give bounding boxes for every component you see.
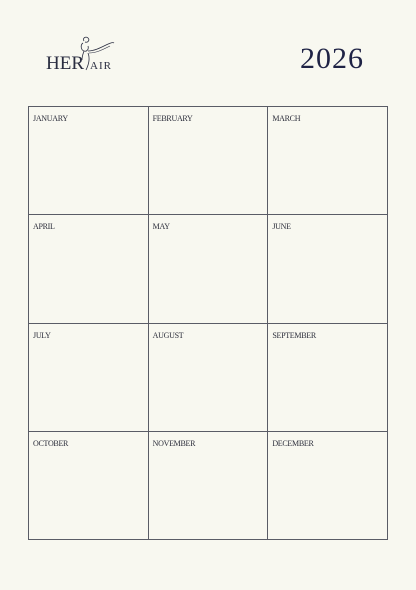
month-label: JANUARY [33,114,68,123]
month-cell-december [268,432,388,540]
month-label: OCTOBER [33,438,69,448]
month-cell-february [149,107,269,215]
month-label: MARCH [272,114,301,123]
logo-text-air: AIR [90,60,112,72]
month-label: FEBRUARY [152,114,193,123]
month-cell-july [29,324,149,432]
month-cell-march [268,107,388,215]
brand-logo [44,36,116,78]
month-cell-september [268,324,388,432]
month-cell-april [29,215,149,323]
month-cell-may [149,215,269,323]
month-cell-october [29,432,149,540]
month-grid [28,106,388,540]
month-label: SEPTEMBER [272,330,316,340]
month-label: JULY [33,330,51,340]
month-cell-june [268,215,388,323]
month-label: NOVEMBER [152,438,196,448]
month-label: AUGUST [152,330,184,340]
month-label: MAY [152,222,170,232]
month-cell-november [149,432,269,540]
month-label: DECEMBER [272,438,314,448]
logo-text-her: HER [46,53,84,74]
month-cell-august [149,324,269,432]
month-label: APRIL [33,222,55,232]
calendar-year: 2026 [300,42,364,75]
month-cell-january [29,107,149,215]
month-label: JUNE [272,222,291,232]
